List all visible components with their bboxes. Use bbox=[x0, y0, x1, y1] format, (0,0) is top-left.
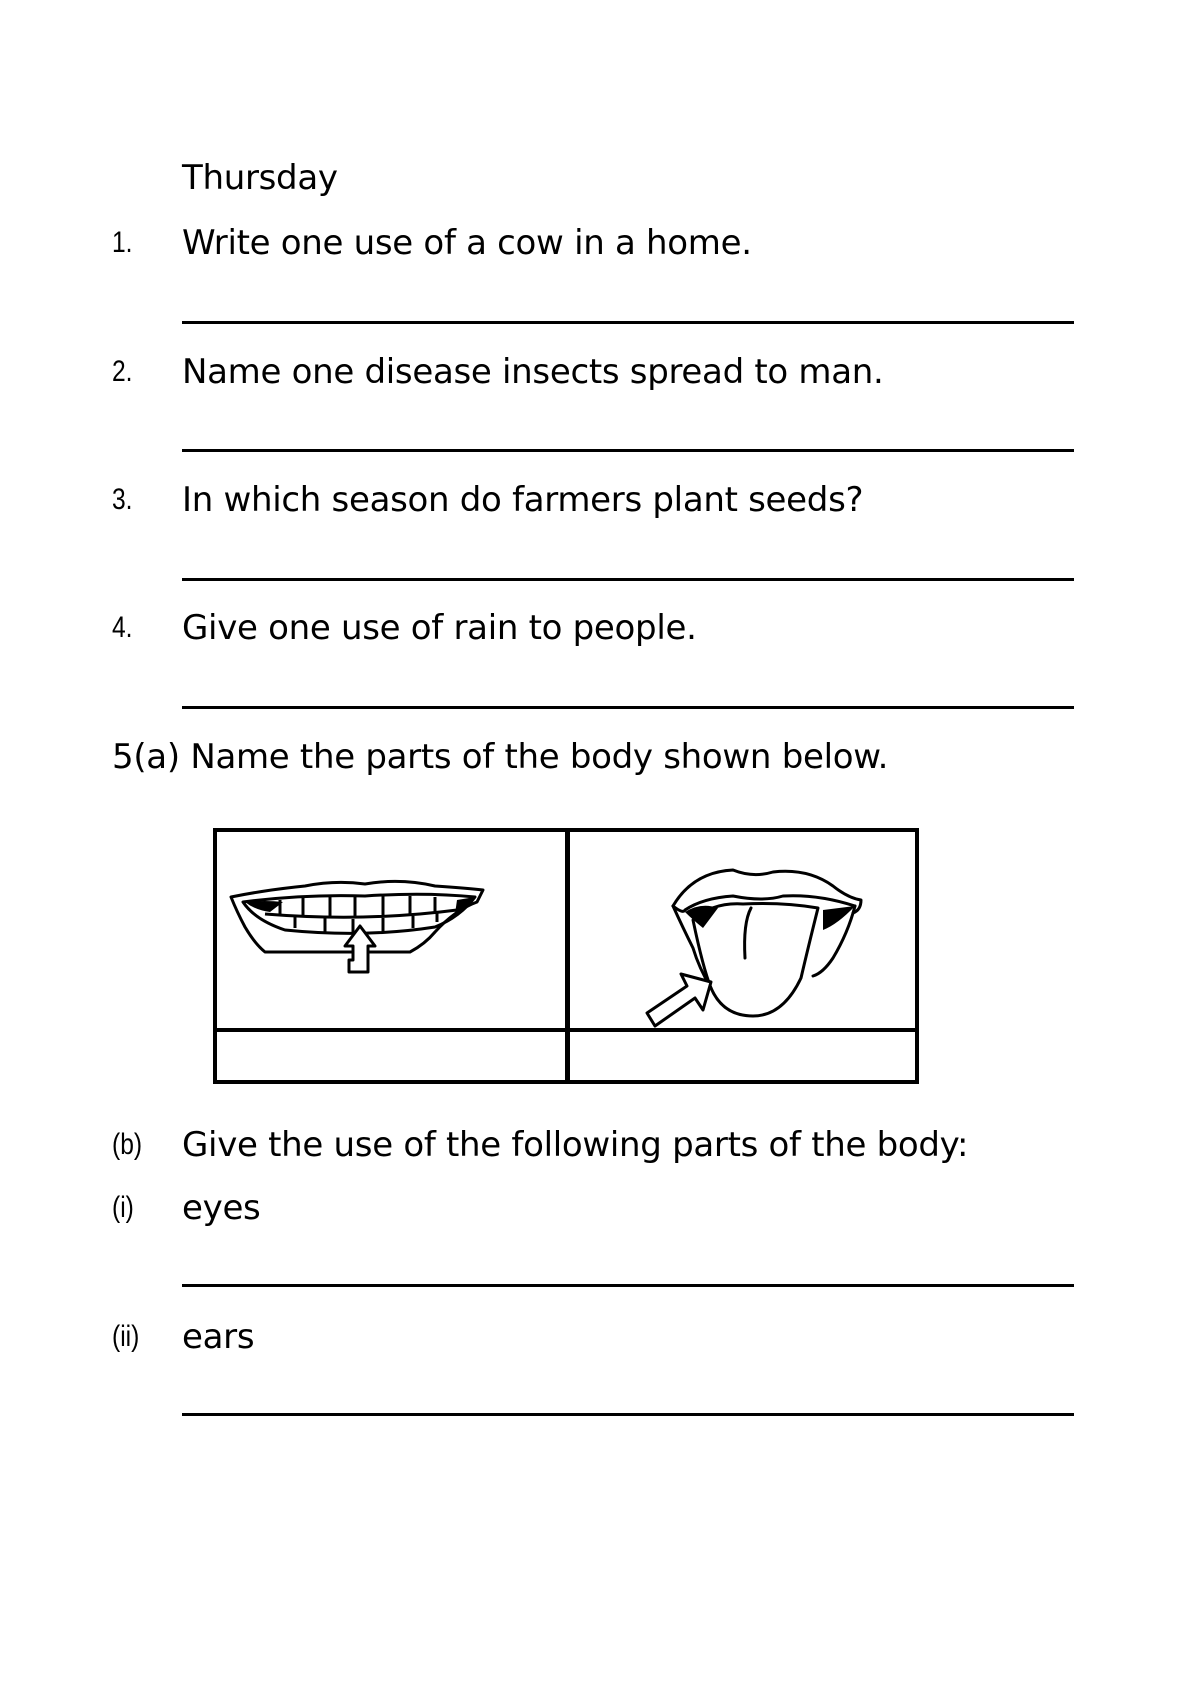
question-5b-text: Give the use of the following parts of the body: bbox=[182, 1125, 969, 1165]
question-5b-label: (b) bbox=[112, 1128, 143, 1161]
question-text: Write one use of a cow in a home. bbox=[182, 223, 752, 263]
answer-cell-teeth[interactable] bbox=[217, 1032, 565, 1080]
subitem-text: ears bbox=[182, 1317, 255, 1357]
answer-cell-tongue[interactable] bbox=[570, 1032, 915, 1080]
body-parts-table bbox=[213, 828, 919, 1084]
question-number: 4. bbox=[112, 611, 133, 644]
question-text: Give one use of rain to people. bbox=[182, 608, 697, 648]
question-5a-text: Name the parts of the body shown below. bbox=[190, 737, 889, 777]
subitem-label: (ii) bbox=[112, 1320, 140, 1353]
answer-line-1[interactable] bbox=[182, 321, 1074, 324]
tongue-icon bbox=[633, 858, 883, 1028]
question-number: 1. bbox=[112, 226, 133, 259]
day-heading: Thursday bbox=[182, 158, 338, 198]
answer-line-ears[interactable] bbox=[182, 1413, 1074, 1416]
question-text: Name one disease insects spread to man. bbox=[182, 352, 884, 392]
teeth-icon bbox=[225, 872, 495, 982]
question-5a-label: 5(a) bbox=[112, 737, 180, 777]
question-number: 2. bbox=[112, 355, 133, 388]
answer-line-4[interactable] bbox=[182, 706, 1074, 709]
question-number: 3. bbox=[112, 483, 133, 516]
answer-line-2[interactable] bbox=[182, 449, 1074, 452]
question-5a bbox=[112, 737, 888, 777]
subitem-text: eyes bbox=[182, 1188, 261, 1228]
answer-line-3[interactable] bbox=[182, 578, 1074, 581]
question-text: In which season do farmers plant seeds? bbox=[182, 480, 864, 520]
subitem-label: (i) bbox=[112, 1191, 134, 1224]
answer-line-eyes[interactable] bbox=[182, 1284, 1074, 1287]
